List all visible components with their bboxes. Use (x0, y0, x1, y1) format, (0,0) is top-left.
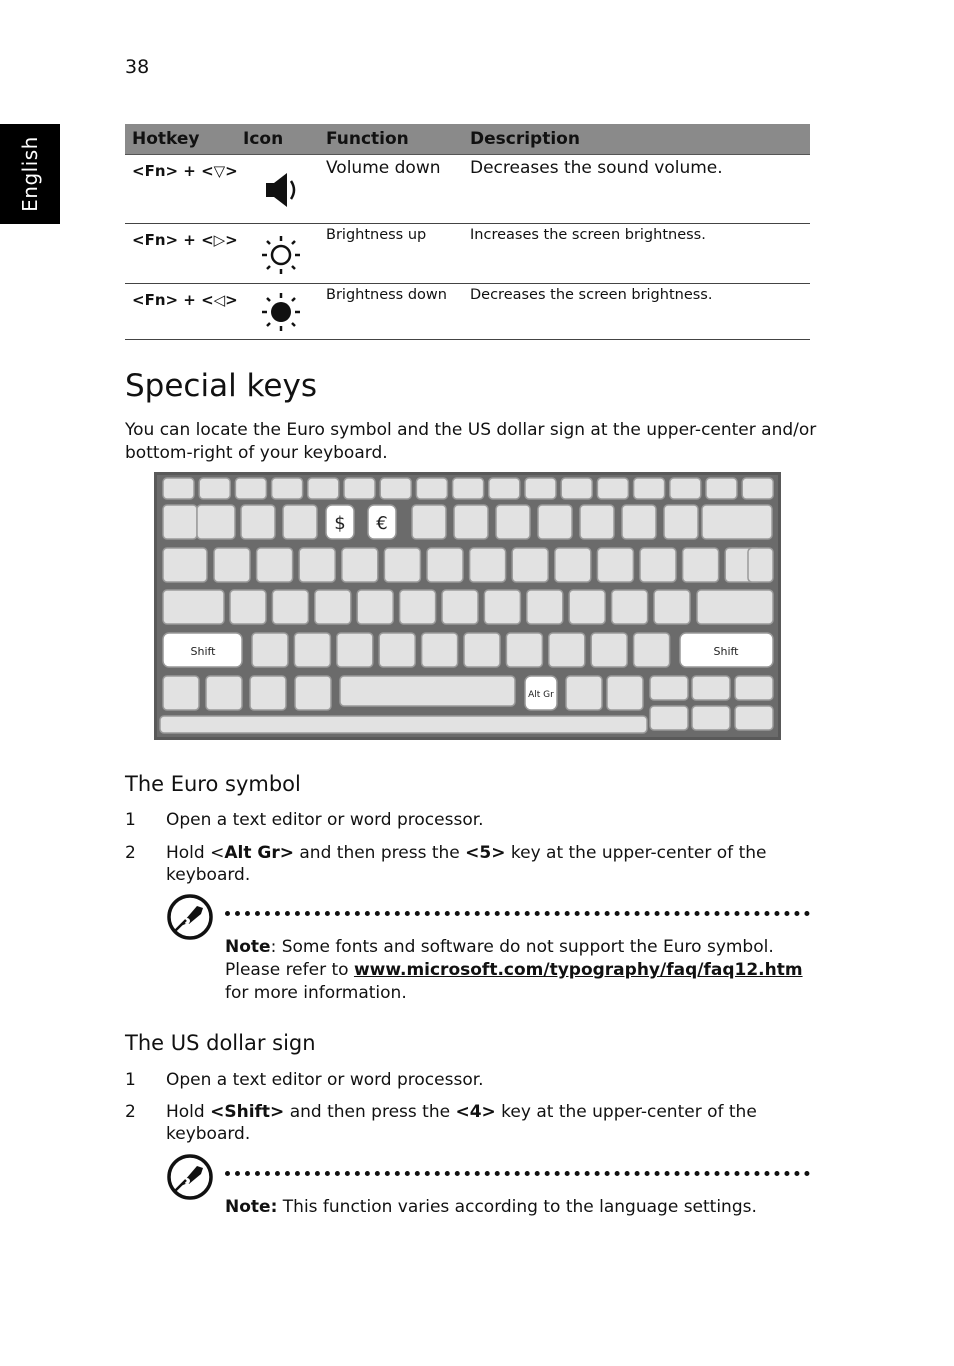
keyboard-key (315, 590, 351, 624)
keyboard-key (569, 590, 605, 624)
keyboard-key (295, 676, 331, 710)
right-shift-key (680, 633, 773, 667)
keyboard-key (412, 505, 446, 539)
keyboard-key (214, 548, 250, 582)
step-text: Open a text editor or word processor. (166, 810, 484, 830)
keyboard-key (163, 676, 199, 710)
intro-paragraph: You can locate the Euro symbol and the US dollar sign at the upper-center and/or bottom-right of your keyboard. (125, 420, 817, 463)
keyboard-key (427, 548, 463, 582)
hotkey-table (125, 124, 810, 340)
brightness-down-icon (259, 290, 303, 334)
svg-text:Shift: Shift (190, 645, 216, 658)
keyboard-key (591, 633, 627, 667)
note-text: This function varies according to the language settings. (277, 1197, 757, 1217)
keyboard-key (250, 676, 286, 710)
keyboard-key (538, 505, 572, 539)
keyboard-key (272, 478, 303, 499)
keyboard-key (235, 478, 266, 499)
keyboard-key (272, 590, 308, 624)
keyboard-key (453, 478, 484, 499)
keyboard-key (735, 676, 773, 700)
keyboard-key (442, 590, 478, 624)
volume-down-icon (263, 169, 303, 211)
page-number: 38 (125, 56, 150, 78)
keyboard-key (664, 505, 698, 539)
alt-gr-key (525, 676, 557, 710)
step-text: key at the upper-center of the keyboard. (166, 1102, 757, 1144)
keyboard-key (163, 505, 197, 539)
description-cell: Increases the screen brightness. (470, 227, 706, 243)
brightness-up-icon (259, 233, 303, 277)
keyboard-key (580, 505, 614, 539)
keyboard-key (484, 590, 520, 624)
keyboard-key (607, 676, 643, 710)
keyboard-key (422, 633, 458, 667)
keyboard-key (294, 633, 330, 667)
keyboard-key (735, 706, 773, 730)
function-cell: Volume down (326, 158, 441, 178)
table-header (125, 124, 810, 155)
header-hotkey: Hotkey (132, 129, 200, 149)
keyboard-key (199, 478, 230, 499)
dollar-note (225, 1196, 810, 1219)
keyboard-key (527, 590, 563, 624)
keyboard-key (384, 548, 420, 582)
keyboard-key (308, 478, 339, 499)
note-icon (166, 1153, 214, 1201)
key-4: <4> (455, 1102, 496, 1122)
note-icon (166, 893, 214, 941)
list-item (125, 1101, 815, 1145)
left-shift-key (163, 633, 242, 667)
function-cell: Brightness up (326, 227, 427, 243)
list-item (125, 809, 815, 831)
description-cell: Decreases the sound volume. (470, 158, 723, 178)
dollar-key (326, 505, 354, 539)
table-row (125, 284, 810, 340)
keyboard-key (299, 548, 335, 582)
note-text: : Some fonts and software do not support the Euro symbol. Please refer to (225, 937, 774, 980)
language-side-tab (0, 124, 60, 224)
step-text: and then press the (293, 843, 466, 863)
keyboard-key (342, 548, 378, 582)
keyboard-key (748, 548, 773, 582)
keyboard-key (612, 590, 648, 624)
keyboard-key (163, 590, 224, 624)
keyboard-key (357, 590, 393, 624)
keyboard-key (634, 478, 665, 499)
key-alt-gr: Alt Gr> (224, 843, 294, 863)
step-text: Open a text editor or word processor. (166, 1070, 484, 1090)
keyboard-key (702, 505, 772, 539)
euro-note (225, 936, 810, 1005)
keyboard-key (470, 548, 506, 582)
keyboard-key (706, 478, 737, 499)
keyboard-key (597, 548, 633, 582)
header-icon: Icon (243, 129, 284, 149)
svg-text:Alt Gr: Alt Gr (528, 690, 554, 700)
keyboard-key (416, 478, 447, 499)
keyboard-key (561, 478, 592, 499)
keyboard-key (252, 633, 288, 667)
keyboard-key (496, 505, 530, 539)
svg-text:€: € (376, 513, 388, 534)
keyboard-key (400, 590, 436, 624)
keyboard-key (197, 505, 235, 539)
keyboard-key (344, 478, 375, 499)
keyboard-key (230, 590, 266, 624)
keyboard-key (683, 548, 719, 582)
keyboard-key (650, 706, 688, 730)
step-text: and then press the (284, 1102, 456, 1122)
list-item (125, 1069, 815, 1091)
keyboard-key (525, 478, 556, 499)
note-divider (225, 1171, 810, 1176)
keyboard-key (163, 548, 207, 582)
side-tab-label: English (18, 136, 42, 212)
keyboard-key (634, 633, 670, 667)
keyboard-key (640, 548, 676, 582)
hotkey-cell: <Fn> + <▽> (132, 162, 238, 180)
keyboard-key (206, 676, 242, 710)
hotkey-cell: <Fn> + <◁> (132, 291, 238, 309)
keyboard-key (380, 478, 411, 499)
keyboard-key (464, 633, 500, 667)
keyboard-key (489, 478, 520, 499)
step-number: 2 (125, 1102, 136, 1122)
keyboard-key (163, 478, 194, 499)
keyboard-key (379, 633, 415, 667)
keyboard-key (512, 548, 548, 582)
page-title: Special keys (125, 368, 317, 404)
table-row (125, 224, 810, 284)
note-divider (225, 911, 810, 916)
note-label: Note (225, 937, 271, 957)
header-description: Description (470, 129, 580, 149)
hotkey-cell: <Fn> + <▷> (132, 231, 238, 249)
keyboard-key (566, 676, 602, 710)
euro-heading: The Euro symbol (125, 772, 301, 796)
keyboard-key (654, 590, 690, 624)
function-cell: Brightness down (326, 287, 447, 303)
keyboard-key (742, 478, 773, 499)
dollar-heading: The US dollar sign (125, 1031, 316, 1055)
svg-text:$: $ (334, 513, 346, 534)
keyboard-key (337, 633, 373, 667)
table-row (125, 155, 810, 224)
keyboard-key (160, 716, 647, 733)
faq-link[interactable]: www.microsoft.com/typography/faq/faq12.htm (353, 960, 803, 980)
step-number: 2 (125, 843, 136, 863)
keyboard-illustration (154, 472, 781, 740)
description-cell: Decreases the screen brightness. (470, 287, 713, 303)
euro-key (368, 505, 396, 539)
svg-text:Shift: Shift (713, 645, 739, 658)
key-5: <5> (465, 843, 506, 863)
keyboard-key (241, 505, 275, 539)
keyboard-key (692, 706, 730, 730)
keyboard-key (670, 478, 701, 499)
list-item (125, 842, 815, 886)
keyboard-key (506, 633, 542, 667)
step-text: Hold (166, 1102, 211, 1122)
keyboard-key (549, 633, 585, 667)
keyboard-key (650, 676, 688, 700)
keyboard-key (697, 590, 773, 624)
keyboard-key (340, 676, 515, 706)
note-text: for more information. (225, 983, 407, 1003)
step-text: Hold < (166, 843, 225, 863)
note-label: Note: (225, 1197, 278, 1217)
step-number: 1 (125, 1070, 136, 1090)
keyboard-key (692, 676, 730, 700)
keyboard-key (257, 548, 293, 582)
keyboard-key (597, 478, 628, 499)
keyboard-key (454, 505, 488, 539)
step-text: key at the upper-center of the keyboard. (166, 843, 767, 885)
key-shift: <Shift> (210, 1102, 285, 1122)
keyboard-key (283, 505, 317, 539)
keyboard-key (622, 505, 656, 539)
step-number: 1 (125, 810, 136, 830)
header-function: Function (326, 129, 409, 149)
keyboard-key (555, 548, 591, 582)
